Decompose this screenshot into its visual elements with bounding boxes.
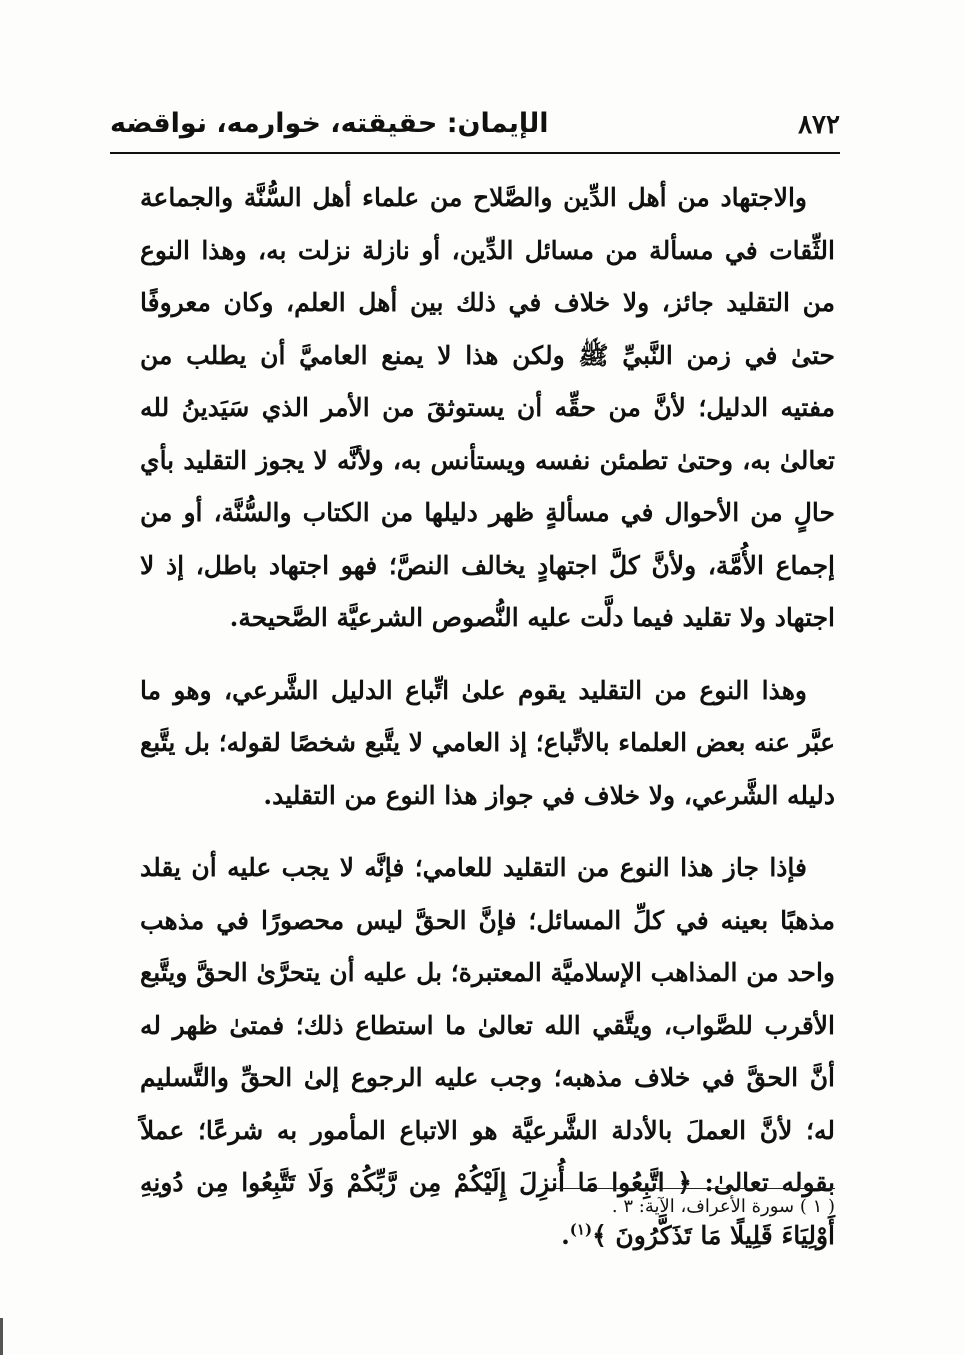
header-rule bbox=[110, 152, 840, 154]
footnote-rule bbox=[555, 1188, 835, 1189]
page-number: ٨٧٢ bbox=[798, 110, 840, 140]
footnote: ( ١ ) سورة الأعراف، الآية: ٣ . bbox=[611, 1196, 835, 1217]
quran-verse: ﴿ اتَّبِعُوا مَا أُنزِلَ إِلَيْكُمْ مِن رَّبِّكُمْ وَلَا تَتَّبِعُوا مِن دُونِهِ أَوْلِيَاءَ قَلِيلًا مَا تَذَكَّرُونَ ﴾ bbox=[140, 1168, 835, 1250]
paragraph-text: فإذا جاز هذا النوع من التقليد للعامي؛ فإنَّه لا يجب عليه أن يقلد مذهبًا بعينه في كلِّ المسائل؛ فإنَّ الحقَّ ليس محصورًا في مذهب واحد من المذاهب الإسلاميَّة المعتبرة؛ بل عليه أن يتحرَّىٰ الحقَّ ويتَّبع الأقرب للصَّواب، ويتَّقي الله تعالىٰ ما استطاع ذلك؛ فمتىٰ ظهر له أنَّ الحقَّ في خلاف مذهبه؛ وجب عليه الرجوع إلىٰ الحقِّ والتَّسليم له؛ لأنَّ العملَ بالأدلة الشَّرعيَّة هو الاتباع المأمور به شرعًا؛ عملاً بقوله تعالىٰ: bbox=[140, 853, 835, 1197]
footnote-reference: (١) bbox=[569, 1220, 593, 1239]
scan-edge-mark bbox=[0, 1318, 3, 1355]
book-title: الإيمان: حقيقته، خوارمه، نواقضه bbox=[110, 108, 549, 139]
sentence-end: . bbox=[561, 1220, 570, 1250]
main-text bbox=[140, 172, 835, 1262]
running-header bbox=[110, 104, 840, 148]
paragraph: وهذا النوع من التقليد يقوم علىٰ اتِّباع الدليل الشَّرعي، وهو ما عبَّر عنه بعض العلماء بالاتِّباع؛ إذ العامي لا يتَّبع شخصًا لقوله؛ بل يتَّبع دليله الشَّرعي، ولا خلاف في جواز هذا النوع من التقليد. bbox=[140, 675, 835, 810]
paragraph: والاجتهاد من أهل الدِّين والصَّلاح من علماء أهل السُّنَّة والجماعة الثِّقات في مسألة من مسائل الدِّين، أو نازلة نزلت به، وهذا النوع من التقليد جائز، ولا خلاف في ذلك بين أهل العلم، وكان معروفًا حتىٰ في زمن النَّبيِّ ﷺ ولكن هذا لا يمنع العاميَّ أن يطلب من مفتيه الدليل؛ لأنَّ من حقِّه أن يستوثقَ من الأمر الذي سَيَدينُ لله تعالىٰ به، وحتىٰ تطمئن نفسه ويستأنس به، ولأنَّه لا يجوز التقليد بأي حالٍ من الأحوال في مسألةٍ ظهر دليلها من الكتاب والسُّنَّة، أو من إجماع الأُمَّة، ولأنَّ كلَّ اجتهادٍ يخالف النصَّ؛ فهو اجتهاد باطل، إذ لا اجتهاد ولا تقليد فيما دلَّت عليه النُّصوص الشرعيَّة الصَّحيحة. bbox=[140, 183, 835, 632]
